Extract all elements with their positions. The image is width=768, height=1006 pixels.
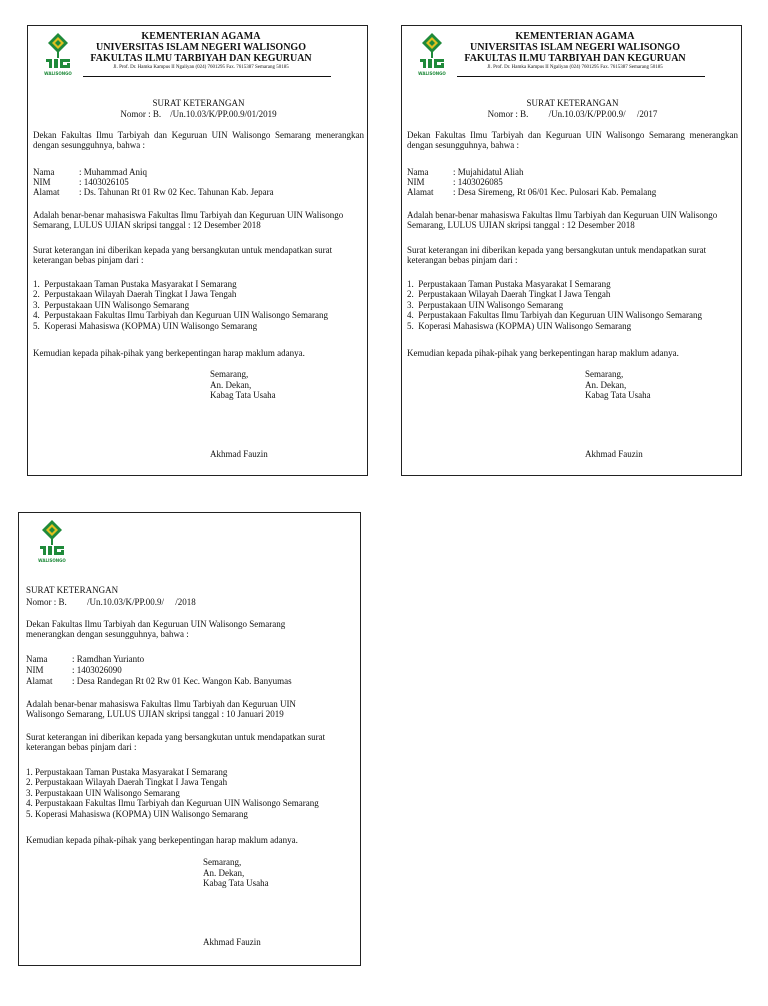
letter-card-2: [401, 25, 742, 476]
field-nim: [33, 177, 129, 187]
institution-list: [33, 279, 328, 331]
letter-title: SURAT KETERANGAN: [26, 585, 119, 595]
letterhead-ministry: KEMENTERIAN AGAMA: [515, 31, 635, 42]
list-item: 3. Perpustakaan UIN Walisongo Semarang: [407, 299, 564, 310]
signature-block: [585, 369, 651, 401]
letter-purpose: Surat keterangan ini diberikan kepada yang bersangkutan untuk mendapatkan surat keterangan bebas pinjam dari :: [33, 245, 333, 265]
letter-title: SURAT KETERANGAN: [526, 98, 619, 108]
field-nama-label: Nama: [33, 167, 55, 177]
field-nim-value: : 1403026085: [453, 177, 503, 187]
signature-on-behalf: An. Dekan,: [210, 379, 252, 390]
letter-closing: Kemudian kepada pihak-pihak yang berkepentingan harap maklum adanya.: [26, 835, 298, 845]
institution-list: [407, 279, 702, 331]
field-alamat: [33, 187, 274, 197]
letter-status: Adalah benar-benar mahasiswa Fakultas Ilmu Tarbiyah dan Keguruan UIN Walisongo Semarang, LULUS UJIAN skripsi tanggal : 12 Desember 2018: [33, 210, 344, 230]
letterhead: [450, 31, 700, 72]
field-nama-label: Nama: [26, 654, 48, 664]
letterhead-university: UNIVERSITAS ISLAM NEGERI WALISONGO: [96, 42, 306, 53]
list-item: 2. Perpustakaan Wilayah Daerah Tingkat I Jawa Tengah: [407, 289, 611, 300]
signature-position: Kabag Tata Usaha: [210, 390, 276, 400]
field-nim-value: : 1403026105: [79, 177, 129, 187]
signature-on-behalf: An. Dekan,: [203, 867, 245, 878]
letter-closing: Kemudian kepada pihak-pihak yang berkepentingan harap maklum adanya.: [407, 348, 679, 358]
uin-walisongo-logo-icon: [415, 31, 449, 77]
letter-title: SURAT KETERANGAN: [152, 98, 245, 108]
letterhead-address: Jl. Prof. Dr. Hamka Kampus II Ngaliyan (024) 7601295 Fax. 7615387 Semarang 50185: [113, 65, 289, 70]
letter-closing: Kemudian kepada pihak-pihak yang berkepentingan harap maklum adanya.: [33, 348, 305, 358]
letter-number: Nomor : B. /Un.10.03/K/PP.00.9/ /2017: [487, 109, 658, 119]
letterhead-faculty: FAKULTAS ILMU TARBIYAH DAN KEGURUAN: [90, 53, 312, 64]
signer-name: Akhmad Fauzin: [210, 449, 268, 459]
letter-card-1: [27, 25, 368, 476]
field-alamat-label: Alamat: [33, 187, 60, 197]
letter-number: Nomor : B. /Un.10.03/K/PP.00.9/01/2019: [120, 109, 277, 119]
uin-walisongo-logo-icon: [35, 518, 69, 564]
list-item: 5. Koperasi Mahasiswa (KOPMA) UIN Walisongo Semarang: [33, 320, 258, 331]
signature-on-behalf: An. Dekan,: [585, 379, 627, 390]
letter-status: Adalah benar-benar mahasiswa Fakultas Ilmu Tarbiyah dan Keguruan UIN Walisongo Semarang, LULUS UJIAN skripsi tanggal : 10 Januari 2019: [26, 699, 296, 719]
field-nama-value: : Muhammad Aniq: [79, 167, 147, 177]
list-item: 4. Perpustakaan Fakultas Ilmu Tarbiyah dan Keguruan UIN Walisongo Semarang: [407, 310, 702, 321]
field-nama-value: : Ramdhan Yurianto: [72, 654, 145, 664]
field-nim: [26, 665, 122, 675]
field-nama: [33, 167, 147, 177]
list-item: 3. Perpustakaan UIN Walisongo Semarang: [33, 299, 190, 310]
logo-text: WALISONGO: [418, 71, 446, 76]
letter-intro: Dekan Fakultas Ilmu Tarbiyah dan Keguruan UIN Walisongo Semarang menerangkan dengan sesungguhnya, bahwa :: [26, 619, 286, 639]
letterhead-divider: [457, 76, 705, 77]
field-nama: [26, 654, 144, 664]
letter-status: Adalah benar-benar mahasiswa Fakultas Ilmu Tarbiyah dan Keguruan UIN Walisongo Semarang, LULUS UJIAN skripsi tanggal : 12 Desember 2018: [407, 210, 718, 230]
signer-name: Akhmad Fauzin: [585, 449, 643, 459]
field-nim-label: NIM: [33, 177, 51, 187]
logo-text: WALISONGO: [38, 558, 66, 563]
signature-position: Kabag Tata Usaha: [585, 390, 651, 400]
letter-purpose: Surat keterangan ini diberikan kepada yang bersangkutan untuk mendapatkan surat keterangan bebas pinjam dari :: [26, 732, 326, 752]
signature-position: Kabag Tata Usaha: [203, 878, 269, 888]
letterhead-ministry: KEMENTERIAN AGAMA: [141, 31, 261, 42]
signature-block: [203, 857, 269, 889]
field-alamat: [407, 187, 656, 197]
letter-purpose: Surat keterangan ini diberikan kepada yang bersangkutan untuk mendapatkan surat keterangan bebas pinjam dari :: [407, 245, 707, 265]
letter-number: Nomor : B. /Un.10.03/K/PP.00.9/ /2018: [26, 597, 196, 607]
field-nim-label: NIM: [407, 177, 425, 187]
field-alamat-label: Alamat: [26, 676, 53, 686]
field-nim: [407, 177, 503, 187]
letterhead-address: Jl. Prof. Dr. Hamka Kampus II Ngaliyan (024) 7601295 Fax. 7615387 Semarang 50185: [487, 65, 663, 70]
signature-place: Semarang,: [203, 857, 242, 867]
field-nama-label: Nama: [407, 167, 429, 177]
field-alamat-value: : Ds. Tahunan Rt 01 Rw 02 Kec. Tahunan Kab. Jepara: [79, 187, 274, 197]
field-alamat: [26, 676, 292, 686]
institution-list: [26, 767, 319, 819]
field-alamat-value: : Desa Siremeng, Rt 06/01 Kec. Pulosari Kab. Pemalang: [453, 187, 657, 197]
field-nama-value: : Mujahidatul Aliah: [453, 167, 524, 177]
signer-name: Akhmad Fauzin: [203, 937, 261, 947]
field-alamat-value: : Desa Randegan Rt 02 Rw 01 Kec. Wangon Kab. Banyumas: [72, 676, 292, 686]
logo-text: WALISONGO: [44, 71, 72, 76]
letterhead-divider: [83, 76, 331, 77]
letter-intro: Dekan Fakultas Ilmu Tarbiyah dan Keguruan UIN Walisongo Semarang menerangkan dengan sesungguhnya, bahwa :: [407, 130, 738, 150]
signature-place: Semarang,: [210, 369, 249, 379]
list-item: 1. Perpustakaan Taman Pustaka Masyarakat I Semarang: [407, 279, 611, 289]
signature-place: Semarang,: [585, 369, 624, 379]
list-item: 4. Perpustakaan Fakultas Ilmu Tarbiyah dan Keguruan UIN Walisongo Semarang: [33, 310, 328, 321]
signature-block: [210, 369, 276, 401]
letter-card-3: [18, 512, 361, 966]
list-item: 5. Koperasi Mahasiswa (KOPMA) UIN Walisongo Semarang: [26, 808, 248, 819]
list-item: 2. Perpustakaan Wilayah Daerah Tingkat I Jawa Tengah: [33, 289, 237, 300]
field-nama: [407, 167, 524, 177]
letter-intro: Dekan Fakultas Ilmu Tarbiyah dan Keguruan UIN Walisongo Semarang menerangkan dengan sesungguhnya, bahwa :: [33, 130, 364, 150]
list-item: 1. Perpustakaan Taman Pustaka Masyarakat I Semarang: [26, 767, 228, 777]
uin-walisongo-logo-icon: [41, 31, 75, 77]
list-item: 5. Koperasi Mahasiswa (KOPMA) UIN Walisongo Semarang: [407, 320, 632, 331]
list-item: 1. Perpustakaan Taman Pustaka Masyarakat I Semarang: [33, 279, 237, 289]
field-alamat-label: Alamat: [407, 187, 434, 197]
list-item: 4. Perpustakaan Fakultas Ilmu Tarbiyah dan Keguruan UIN Walisongo Semarang: [26, 798, 319, 809]
field-nim-label: NIM: [26, 665, 44, 675]
list-item: 2. Perpustakaan Wilayah Daerah Tingkat I Jawa Tengah: [26, 777, 228, 788]
letterhead-university: UNIVERSITAS ISLAM NEGERI WALISONGO: [470, 42, 680, 53]
letterhead: [76, 31, 326, 72]
field-nim-value: : 1403026090: [72, 665, 122, 675]
list-item: 3. Perpustakaan UIN Walisongo Semarang: [26, 787, 180, 798]
letterhead-faculty: FAKULTAS ILMU TARBIYAH DAN KEGURUAN: [464, 53, 686, 64]
